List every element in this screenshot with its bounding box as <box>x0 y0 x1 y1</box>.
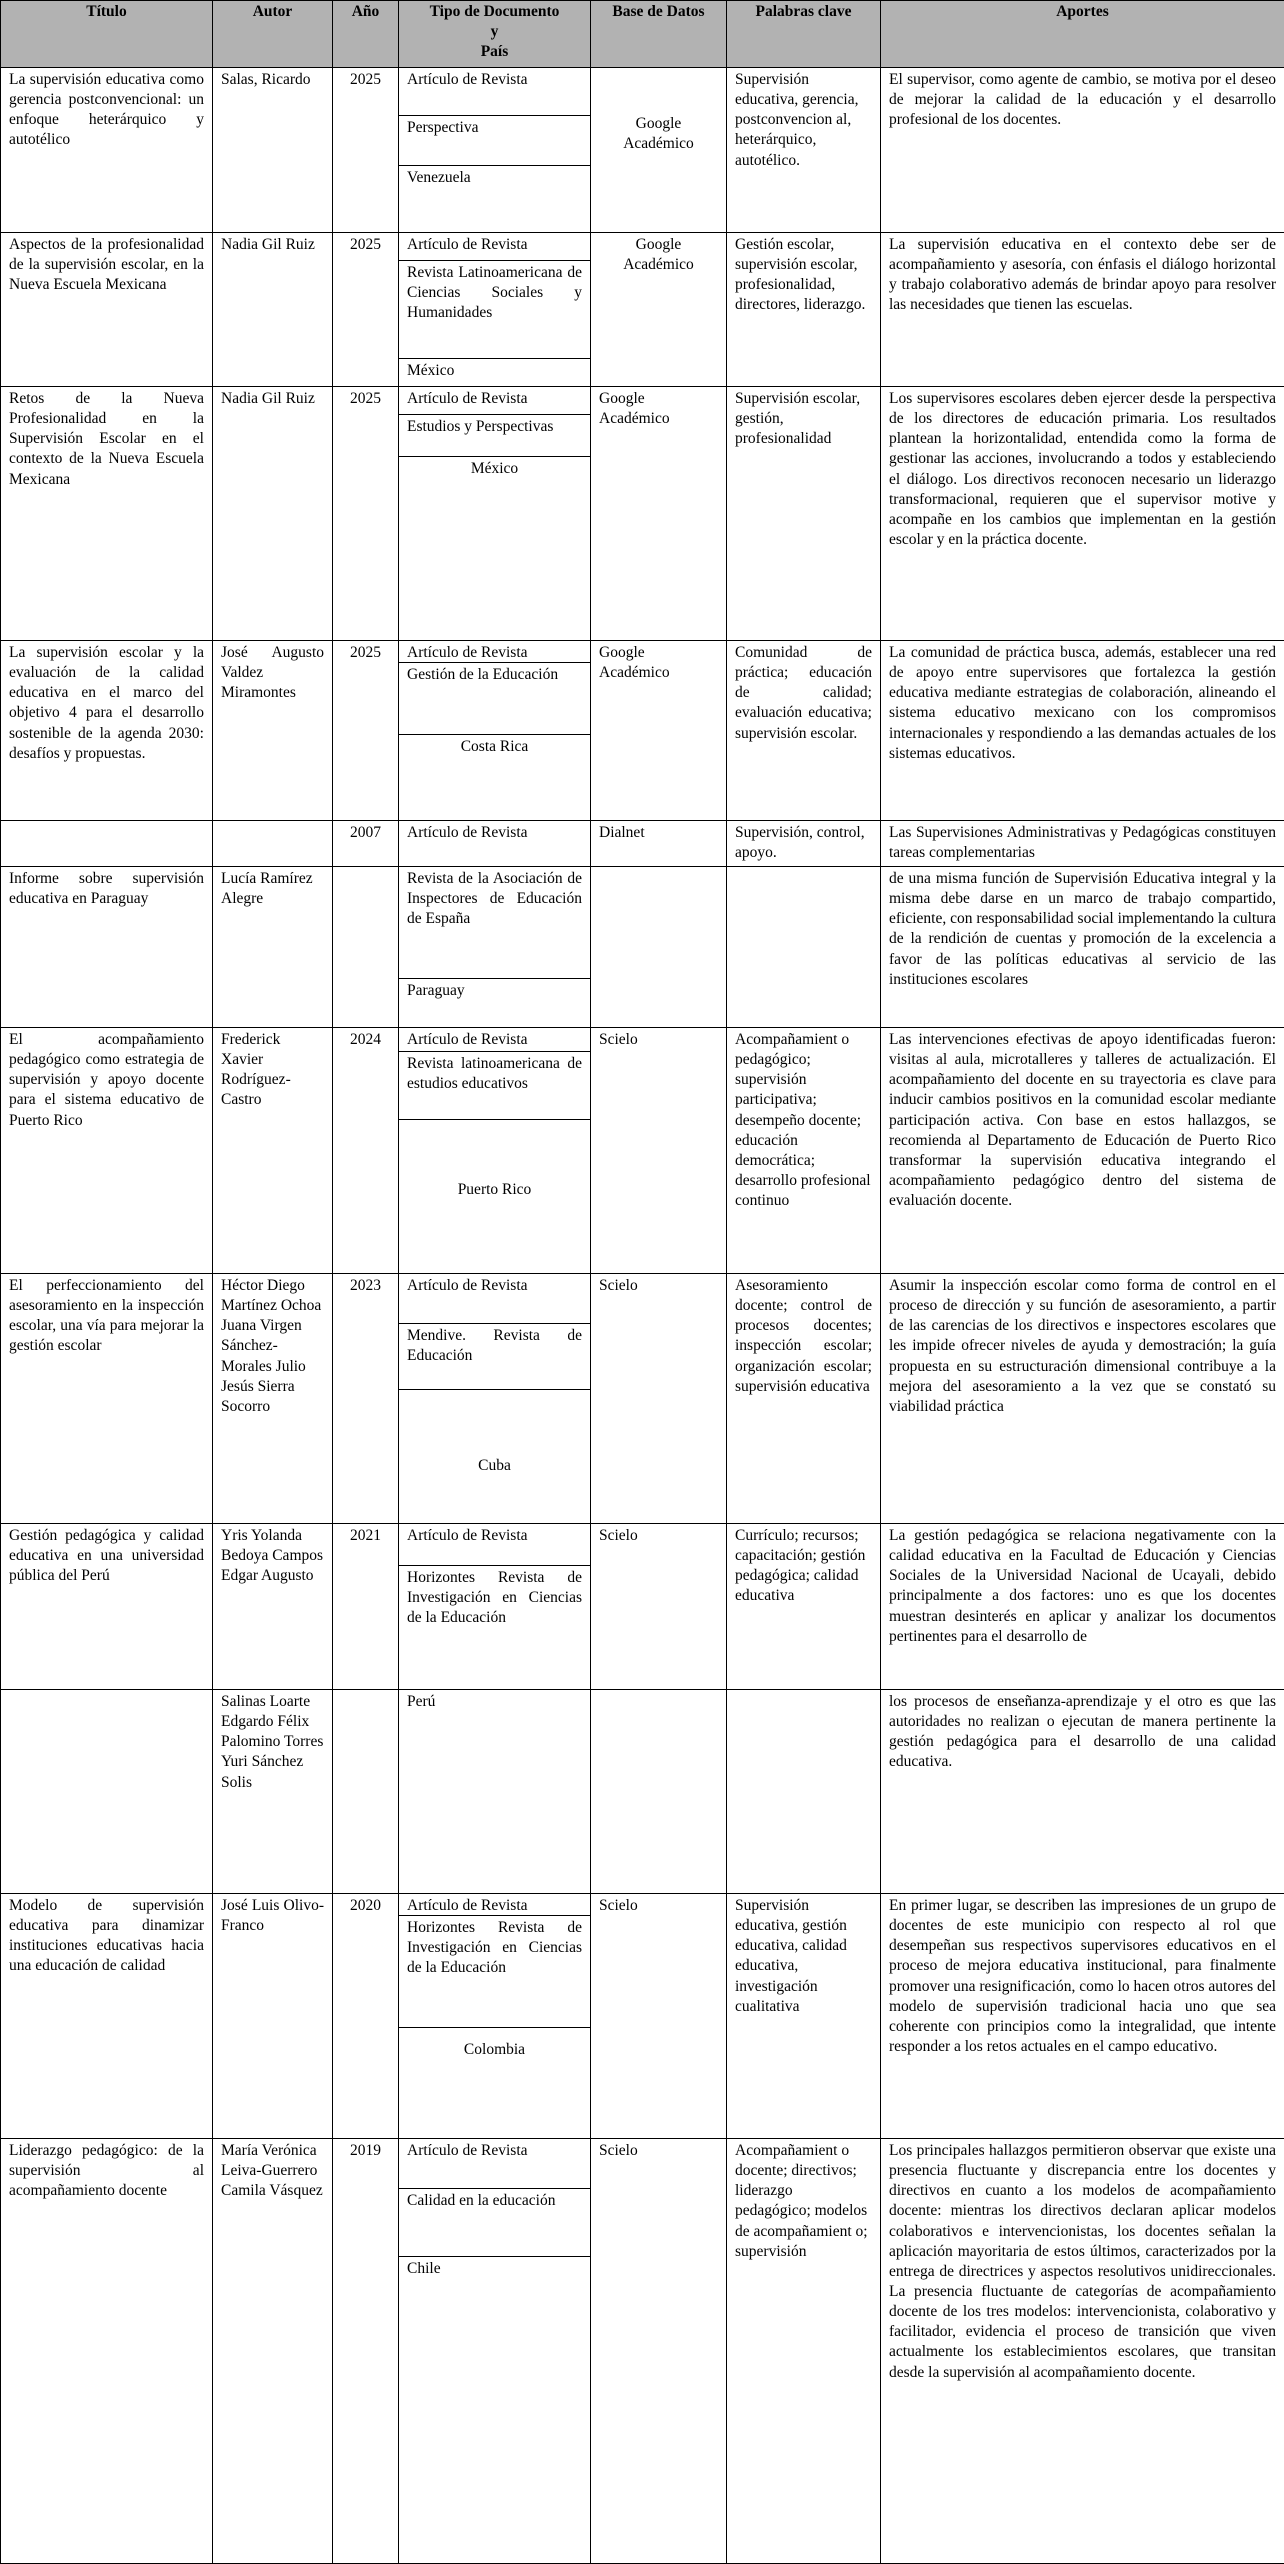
doc-type: Artículo de Revista <box>399 641 590 663</box>
cell-tipo-documento <box>399 1028 591 1274</box>
cell-aportes: Asumir la inspección escolar como forma de control en el proceso de dirección y su función de asesoramiento, a partir de las carencias de los directivos e inspectores escolares que les impide ofrecer niveles de ayuda y demostración; la guía propuesta en su estructuración dimensional contribuye a la mejora del asesoramiento a la vez que se constató su viabilidad práctica <box>881 1274 1284 1524</box>
cell-anio: 2020 <box>333 1894 399 2139</box>
table-row <box>1 1524 1284 1690</box>
cell-titulo: El perfeccionamiento del asesoramiento en la inspección escolar, una vía para mejorar la gestión escolar <box>1 1274 213 1524</box>
cell-tipo-documento <box>399 2139 591 2564</box>
doc-country: México <box>399 457 590 637</box>
cell-autor: María Verónica Leiva-Guerrero Camila Vásquez <box>213 2139 333 2564</box>
cell-palabras-clave <box>727 1690 881 1894</box>
cell-aportes: los procesos de enseñanza-aprendizaje y el otro es que las autoridades no realizan o ejecutan de manera pertinente la gestión pedagógica para el desarrollo de una calidad educativa. <box>881 1690 1284 1894</box>
doc-journal: Horizontes Revista de Investigación en Ciencias de la Educación <box>399 1916 590 2028</box>
cell-autor: Lucía Ramírez Alegre <box>213 867 333 1028</box>
cell-palabras-clave: Comunidad de práctica; educación de calidad; evaluación educativa; supervisión escolar. <box>727 641 881 821</box>
cell-autor: Yris Yolanda Bedoya Campos Edgar Augusto <box>213 1524 333 1690</box>
cell-anio <box>333 1690 399 1894</box>
cell-titulo <box>1 1690 213 1894</box>
doc-journal: Horizontes Revista de Investigación en Ciencias de la Educación <box>399 1566 590 1688</box>
header-titulo: Título <box>1 1 213 68</box>
cell-autor: José Luis Olivo-Franco <box>213 1894 333 2139</box>
doc-type: Artículo de Revista <box>399 1274 590 1324</box>
cell-base-datos: Scielo <box>591 1894 727 2139</box>
header-base-datos: Base de Datos <box>591 1 727 68</box>
doc-type: Artículo de Revista <box>399 68 590 116</box>
doc-type: Artículo de Revista <box>399 387 590 415</box>
doc-type: Artículo de Revista <box>399 233 590 261</box>
doc-journal: Calidad en la educación <box>399 2189 590 2257</box>
cell-titulo: La supervisión educativa como gerencia postconvencional: un enfoque heterárquico y autotélico <box>1 68 213 233</box>
cell-anio: 2007 <box>333 821 399 867</box>
cell-base-datos: Scielo <box>591 1524 727 1690</box>
doc-country: Puerto Rico <box>399 1120 590 1272</box>
doc-journal: Perspectiva <box>399 116 590 166</box>
cell-titulo: Liderazgo pedagógico: de la supervisión al acompañamiento docente <box>1 2139 213 2564</box>
cell-aportes: En primer lugar, se describen las impresiones de un grupo de docentes de este municipio con respecto al rol que desempeñan sus respectivos supervisores educativos en el proceso de mejora educativa institucional, para finalmente promover una resignificación, como lo hacen otros autores del modelo de supervisión tradicional hacia uno que sea coherente con principios como la integralidad, que intente responder a los retos actuales en el campo educativo. <box>881 1894 1284 2139</box>
header-aportes: Aportes <box>881 1 1284 68</box>
cell-anio: 2025 <box>333 233 399 387</box>
cell-tipo-documento <box>399 387 591 641</box>
table-row <box>1 2139 1284 2564</box>
doc-type: Artículo de Revista <box>399 1524 590 1566</box>
cell-aportes: Los principales hallazgos permitieron observar que existe una presencia fluctuante y discrepancia entre los docentes y directivos en cuanto a los modelos de acompañamiento docente: mientras los directivos declaran aplicar modelos colaborativos e intervencionistas, los docentes señalan la aplicación mayoritaria de estos últimos, caracterizados por la entrega de directrices y aspectos resolutivos unidireccionales. La presencia fluctuante de categorías de acompañamiento docente de los tres modelos: intervencionista, colaborativo y facilitador, evidencia el proceso de transición que viven actualmente los establecimientos escolares, que transitan desde la supervisión al acompañamiento docente. <box>881 2139 1284 2564</box>
cell-palabras-clave <box>727 867 881 1028</box>
cell-titulo: El acompañamiento pedagógico como estrategia de supervisión y apoyo docente para el sistema educativo de Puerto Rico <box>1 1028 213 1274</box>
cell-tipo-documento: Artículo de Revista <box>399 821 591 867</box>
cell-autor: José Augusto Valdez Miramontes <box>213 641 333 821</box>
cell-titulo <box>1 821 213 867</box>
cell-autor: Frederick Xavier Rodríguez-Castro <box>213 1028 333 1274</box>
table-row <box>1 1894 1284 2139</box>
table-row <box>1 1274 1284 1524</box>
cell-anio: 2025 <box>333 641 399 821</box>
cell-palabras-clave: Acompañamient o pedagógico; supervisión participativa; desempeño docente; educación democrática; desarrollo profesional continuo <box>727 1028 881 1274</box>
doc-type: Artículo de Revista <box>399 1894 590 1916</box>
cell-titulo: Retos de la Nueva Profesionalidad en la Supervisión Escolar en el contexto de la Nueva Escuela Mexicana <box>1 387 213 641</box>
cell-base-datos: Dialnet <box>591 821 727 867</box>
cell-aportes: La gestión pedagógica se relaciona negativamente con la calidad educativa en la Facultad de Educación y Ciencias Sociales de la Universidad Nacional de Ucayali, debido principalmente a dos factores: uno es que los docentes muestran desinterés en aplicar y analizar los documentos pertinentes para el desarrollo de <box>881 1524 1284 1690</box>
cell-aportes: de una misma función de Supervisión Educativa integral y la misma debe darse en un marco de trabajo compartido, eficiente, con responsabilidad social implementando la cultura de la rendición de cuentas y promoción de la excelencia a favor de las políticas educativas al servicio de las instituciones escolares <box>881 867 1284 1028</box>
cell-tipo-documento <box>399 1274 591 1524</box>
doc-country: Chile <box>399 2257 590 2557</box>
cell-base-datos <box>591 1690 727 1894</box>
cell-base-datos: Google Académico <box>591 68 727 233</box>
cell-autor: Nadia Gil Ruiz <box>213 387 333 641</box>
cell-palabras-clave: Supervisión, control, apoyo. <box>727 821 881 867</box>
doc-country: México <box>399 359 590 381</box>
cell-autor: Nadia Gil Ruiz <box>213 233 333 387</box>
cell-base-datos: Scielo <box>591 1028 727 1274</box>
doc-journal: Estudios y Perspectivas <box>399 415 590 457</box>
cell-aportes: La supervisión educativa en el contexto debe ser de acompañamiento y asesoría, con énfasis el diálogo horizontal y trabajo colaborativo además de brindar apoyo para resolver las necesidades que tienen las escuelas. <box>881 233 1284 387</box>
doc-country: Colombia <box>399 2028 590 2136</box>
cell-tipo-documento <box>399 68 591 233</box>
cell-palabras-clave: Asesoramiento docente; control de procesos docentes; inspección escolar; organización escolar; supervisión educativa <box>727 1274 881 1524</box>
cell-aportes: Los supervisores escolares deben ejercer desde la perspectiva de los directores de educación primaria. Los resultados plantean la horizontalidad, entendida como la forma de gestionar las acciones, involucrando a todos y estableciendo el diálogo. Los directivos reconocen necesario un liderazgo transformacional, requieren que el supervisor motive y acompañe en los cambios que implementan en la gestión escolar y en la práctica docente. <box>881 387 1284 641</box>
cell-tipo-documento <box>399 233 591 387</box>
cell-anio: 2024 <box>333 1028 399 1274</box>
cell-base-datos: Google Académico <box>591 387 727 641</box>
cell-palabras-clave: Supervisión educativa, gestión educativa, calidad educativa, investigación cualitativa <box>727 1894 881 2139</box>
header-tipo-line3: País <box>481 43 509 60</box>
table-row <box>1 68 1284 233</box>
header-tipo-line1: Tipo de Documento <box>430 3 560 20</box>
cell-tipo-documento <box>399 641 591 821</box>
cell-base-datos: Scielo <box>591 2139 727 2564</box>
doc-country: Costa Rica <box>399 735 590 817</box>
cell-aportes: La comunidad de práctica busca, además, establecer una red de apoyo entre supervisores que fortalezca la gestión educativa mediante estrategias de colaboración, alineando el sistema educativo mexicano con los compromisos internacionales y respondiendo a las demandas actuales de los sistemas educativos. <box>881 641 1284 821</box>
table-row <box>1 1690 1284 1894</box>
cell-titulo: La supervisión escolar y la evaluación de la calidad educativa en el marco del objetivo 4 para el desarrollo sostenible de la agenda 2030: desafíos y propuestas. <box>1 641 213 821</box>
cell-anio: 2019 <box>333 2139 399 2564</box>
cell-titulo: Aspectos de la profesionalidad de la supervisión escolar, en la Nueva Escuela Mexicana <box>1 233 213 387</box>
table-row <box>1 867 1284 1028</box>
cell-palabras-clave: Acompañamient o docente; directivos; liderazgo pedagógico; modelos de acompañamient o; supervisión <box>727 2139 881 2564</box>
cell-titulo: Gestión pedagógica y calidad educativa en una universidad pública del Perú <box>1 1524 213 1690</box>
header-row <box>1 1 1284 68</box>
cell-aportes: Las intervenciones efectivas de apoyo identificadas fueron: visitas al aula, microtalleres y talleres de actualización. El acompañamiento del docente en su trayectoria es clave para inducir cambios positivos en la comunidad escolar mediante participación activa. Con base en estos hallazgos, se recomienda al Departamento de Educación de Puerto Rico transformar la supervisión educativa integrando el acompañamiento pedagógico dentro del sistema de evaluación docente. <box>881 1028 1284 1274</box>
doc-journal: Revista latinoamericana de estudios educativos <box>399 1052 590 1120</box>
cell-aportes: El supervisor, como agente de cambio, se motiva por el deseo de mejorar la calidad de la educación y el desarrollo profesional de los docentes. <box>881 68 1284 233</box>
doc-country: Paraguay <box>399 979 590 1025</box>
doc-journal: Revista de la Asociación de Inspectores de Educación de España <box>399 867 590 979</box>
doc-type: Artículo de Revista <box>399 1028 590 1052</box>
cell-tipo-documento <box>399 867 591 1028</box>
doc-country: Cuba <box>399 1390 590 1522</box>
table-row <box>1 641 1284 821</box>
table-row <box>1 821 1284 867</box>
doc-type: Artículo de Revista <box>399 2139 590 2189</box>
doc-journal: Gestión de la Educación <box>399 663 590 735</box>
table-row <box>1 387 1284 641</box>
cell-autor <box>213 821 333 867</box>
cell-tipo-documento: Perú <box>399 1690 591 1894</box>
table-row <box>1 1028 1284 1274</box>
cell-palabras-clave: Gestión escolar, supervisión escolar, profesionalidad, directores, liderazgo. <box>727 233 881 387</box>
cell-anio: 2025 <box>333 387 399 641</box>
cell-tipo-documento <box>399 1524 591 1690</box>
cell-tipo-documento <box>399 1894 591 2139</box>
header-autor: Autor <box>213 1 333 68</box>
cell-base-datos: Scielo <box>591 1274 727 1524</box>
cell-anio: 2021 <box>333 1524 399 1690</box>
doc-country: Venezuela <box>399 166 590 226</box>
cell-autor: Salinas Loarte Edgardo Félix Palomino Torres Yuri Sánchez Solis <box>213 1690 333 1894</box>
header-anio: Año <box>333 1 399 68</box>
table-row <box>1 233 1284 387</box>
header-tipo-documento <box>399 1 591 68</box>
cell-base-datos <box>591 867 727 1028</box>
cell-aportes: Las Supervisiones Administrativas y Pedagógicas constituyen tareas complementarias <box>881 821 1284 867</box>
cell-palabras-clave: Supervisión educativa, gerencia, postconvencion al, heterárquico, autotélico. <box>727 68 881 233</box>
cell-titulo: Informe sobre supervisión educativa en Paraguay <box>1 867 213 1028</box>
cell-palabras-clave: Currículo; recursos; capacitación; gestión pedagógica; calidad educativa <box>727 1524 881 1690</box>
cell-palabras-clave: Supervisión escolar, gestión, profesionalidad <box>727 387 881 641</box>
cell-titulo: Modelo de supervisión educativa para dinamizar instituciones educativas hacia una educación de calidad <box>1 1894 213 2139</box>
header-tipo-line2: y <box>491 23 499 40</box>
header-palabras-clave: Palabras clave <box>727 1 881 68</box>
cell-base-datos: Google Académico <box>591 233 727 387</box>
cell-anio <box>333 867 399 1028</box>
cell-base-datos: Google Académico <box>591 641 727 821</box>
cell-autor: Salas, Ricardo <box>213 68 333 233</box>
doc-journal: Revista Latinoamericana de Ciencias Sociales y Humanidades <box>399 261 590 359</box>
doc-journal: Mendive. Revista de Educación <box>399 1324 590 1390</box>
cell-anio: 2025 <box>333 68 399 233</box>
cell-anio: 2023 <box>333 1274 399 1524</box>
cell-autor: Héctor Diego Martínez Ochoa Juana Virgen Sánchez-Morales Julio Jesús Sierra Socorro <box>213 1274 333 1524</box>
